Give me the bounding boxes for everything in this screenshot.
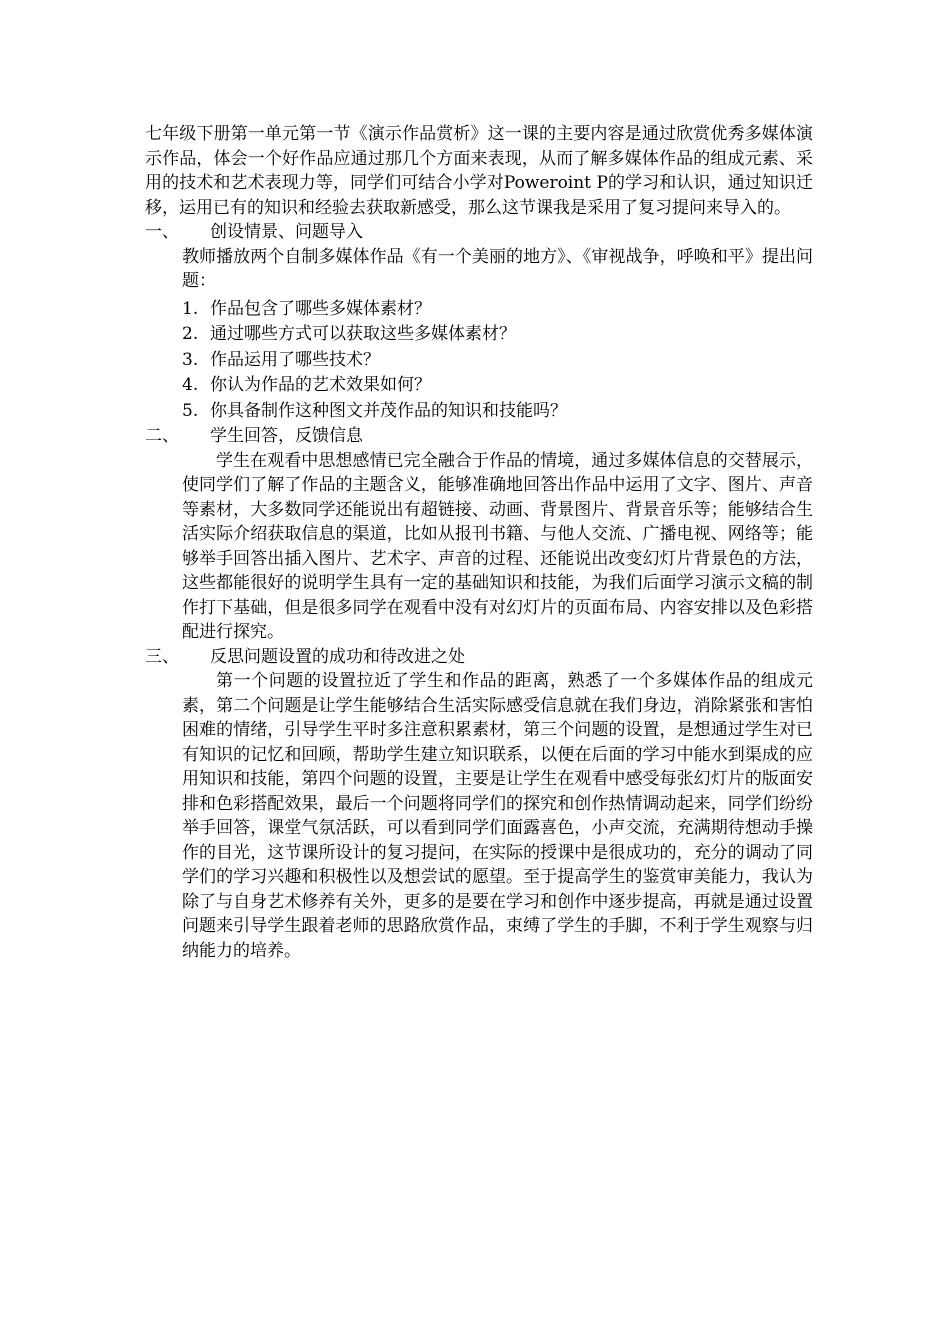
section-body bbox=[182, 669, 813, 963]
section-paragraph: 学生在观看中思想感情已完全融合于作品的情境，通过多媒体信息的交替展示，使同学们了解了作品的主题含义，能够准确地回答出作品中运用了文字、图片、声音等素材，大多数同学还能说出有超链接、动画、背景图片、背景音乐等；能够结合生活实际介绍获取信息的渠道，比如从报刊书籍、与他人交流、广播电视、网络等；能够举手回答出插入图片、艺术字、声音的过程、还能说出改变幻灯片背景色的方法，这些都能很好的说明学生具有一定的基础知识和技能，为我们后面学习演示文稿的制作打下基础，但是很多同学在观看中没有对幻灯片的页面布局、内容安排以及色彩搭配进行探究。 bbox=[182, 450, 813, 642]
question-text: 作品运用了哪些技术？ bbox=[210, 349, 380, 370]
question-number: 2. bbox=[182, 324, 199, 344]
document-page bbox=[145, 122, 813, 963]
section-1 bbox=[145, 220, 813, 424]
list-item bbox=[182, 373, 813, 399]
list-item bbox=[182, 297, 813, 323]
section-3 bbox=[145, 645, 813, 964]
list-item bbox=[182, 399, 813, 425]
list-item bbox=[182, 322, 813, 348]
question-number: 4. bbox=[182, 375, 199, 395]
question-number: 3. bbox=[182, 349, 199, 370]
question-text: 你认为作品的艺术效果如何？ bbox=[210, 375, 431, 395]
section-heading bbox=[145, 220, 813, 245]
question-text: 你具备制作这种图文并茂作品的知识和技能吗？ bbox=[210, 400, 567, 421]
intro-paragraph: 七年级下册第一单元第一节《演示作品赏析》这一课的主要内容是通过欣赏优秀多媒体演示作品，体会一个好作品应通过那几个方面来表现，从而了解多媒体作品的组成元素、采用的技术和艺术表现力等，同学们可结合小学对Poweroint P的学习和认识，通过知识迁移，运用已有的知识和经验去获取新感受，那么这节课我是采用了复习提问来导入的。 bbox=[145, 124, 813, 218]
section-title: 反思问题设置的成功和待改进之处 bbox=[210, 646, 465, 667]
section-number: 一、 bbox=[145, 222, 179, 242]
list-item bbox=[182, 348, 813, 374]
question-number: 5. bbox=[182, 400, 199, 421]
section-heading bbox=[145, 645, 813, 670]
section-number: 二、 bbox=[145, 426, 179, 446]
section-title: 创设情景、问题导入 bbox=[210, 222, 363, 242]
section-title: 学生回答，反馈信息 bbox=[210, 426, 363, 446]
section-2 bbox=[145, 424, 813, 645]
question-text: 作品包含了哪些多媒体素材？ bbox=[210, 298, 431, 319]
section-heading bbox=[145, 424, 813, 449]
section-body bbox=[182, 449, 813, 645]
section-body bbox=[182, 245, 813, 425]
question-text: 通过哪些方式可以获取这些多媒体素材？ bbox=[210, 324, 516, 344]
section-number: 三、 bbox=[145, 646, 179, 667]
question-number: 1. bbox=[182, 298, 199, 319]
section-paragraph: 教师播放两个自制多媒体作品《有一个美丽的地方》、《审视战争，呼唤和平》提出问题： bbox=[182, 246, 813, 291]
question-list bbox=[182, 297, 813, 425]
section-paragraph: 第一个问题的设置拉近了学生和作品的距离，熟悉了一个多媒体作品的组成元素，第二个问题是让学生能够结合生活实际感受信息就在我们身边，消除紧张和害怕困难的情绪，引导学生平时多注意积累素材，第三个问题的设置，是想通过学生对已有知识的记忆和回顾，帮助学生建立知识联系，以便在后面的学习中能水到渠成的应用知识和技能，第四个问题的设置，主要是让学生在观看中感受每张幻灯片的版面安排和色彩搭配效果，最后一个问题将同学们的探究和创作热情调动起来，同学们纷纷举手回答，课堂气氛活跃，可以看到同学们面露喜色，小声交流，充满期待想动手操作的目光，这节课所设计的复习提问，在实际的授课中是很成功的，充分的调动了同学们的学习兴趣和积极性以及想尝试的愿望。至于提高学生的鉴赏审美能力，我认为除了与自身艺术修养有关外，更多的是要在学习和创作中逐步提高，再就是通过设置问题来引导学生跟着老师的思路欣赏作品，束缚了学生的手脚，不利于学生观察与归纳能力的培养。 bbox=[182, 671, 813, 961]
